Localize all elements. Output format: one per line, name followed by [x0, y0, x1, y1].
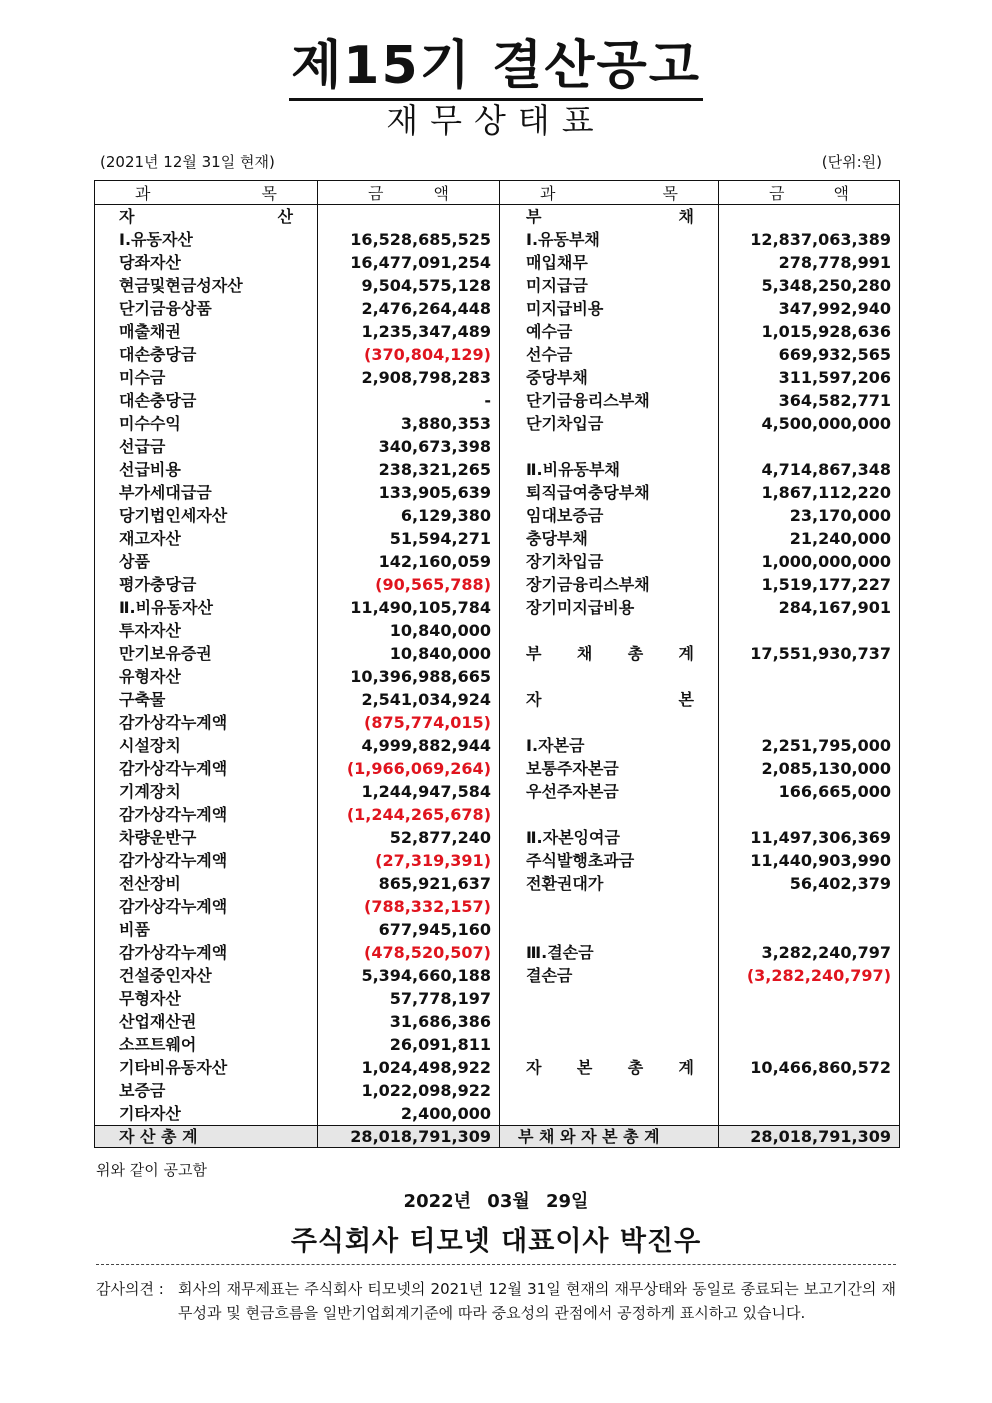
right-amount-cell [719, 1079, 900, 1102]
left-amount-cell: (1,966,069,264) [318, 757, 500, 780]
header-account-right: 과 목 [500, 181, 719, 205]
left-amount-cell: 4,999,882,944 [318, 734, 500, 757]
left-amount-cell: 865,921,637 [318, 872, 500, 895]
table-row [95, 1079, 900, 1102]
right-amount-cell [719, 665, 900, 688]
table-row [95, 826, 900, 849]
left-amount-cell: (90,565,788) [318, 573, 500, 596]
right-amount-cell: 3,282,240,797 [719, 941, 900, 964]
right-amount-cell [719, 803, 900, 826]
right-account-cell [500, 918, 719, 941]
left-account-cell [95, 205, 318, 229]
table-row [95, 343, 900, 366]
left-amount-cell: (27,319,391) [318, 849, 500, 872]
left-account-cell: 기타비유동자산 [95, 1056, 318, 1079]
right-amount-cell: 4,714,867,348 [719, 458, 900, 481]
right-amount-cell: 17,551,930,737 [719, 642, 900, 665]
right-amount-cell [719, 205, 900, 229]
left-amount-cell: 3,880,353 [318, 412, 500, 435]
right-amount-cell: 347,992,940 [719, 297, 900, 320]
table-row [95, 251, 900, 274]
table-row [95, 987, 900, 1010]
right-amount-cell: 5,348,250,280 [719, 274, 900, 297]
table-row [95, 803, 900, 826]
left-account-cell: 산업재산권 [95, 1010, 318, 1033]
left-amount-cell: (478,520,507) [318, 941, 500, 964]
right-account-cell: 중당부채 [500, 366, 719, 389]
left-account-cell: 만기보유증권 [95, 642, 318, 665]
left-account-cell: 평가충당금 [95, 573, 318, 596]
left-amount-cell: 52,877,240 [318, 826, 500, 849]
table-row [95, 918, 900, 941]
left-amount-cell: 2,541,034,924 [318, 688, 500, 711]
right-amount-cell: 12,837,063,389 [719, 228, 900, 251]
table-row [95, 228, 900, 251]
table-row [95, 297, 900, 320]
left-account-cell: 부가세대급금 [95, 481, 318, 504]
right-account-cell: 결손금 [500, 964, 719, 987]
right-account-cell [500, 435, 719, 458]
right-amount-cell: 1,867,112,220 [719, 481, 900, 504]
right-account-cell: 퇴직급여충당부채 [500, 481, 719, 504]
right-amount-cell: (3,282,240,797) [719, 964, 900, 987]
right-account-cell: 단기금융리스부채 [500, 389, 719, 412]
left-amount-cell: 5,394,660,188 [318, 964, 500, 987]
table-row [95, 527, 900, 550]
table-row [95, 895, 900, 918]
right-account-cell: 전환권대가 [500, 872, 719, 895]
left-amount-cell: 1,024,498,922 [318, 1056, 500, 1079]
left-account-cell: 소프트웨어 [95, 1033, 318, 1056]
table-row [95, 1010, 900, 1033]
left-amount-cell: 2,400,000 [318, 1102, 500, 1126]
table-row [95, 1033, 900, 1056]
left-account-cell: 선급비용 [95, 458, 318, 481]
right-amount-cell: 278,778,991 [719, 251, 900, 274]
table-row [95, 757, 900, 780]
left-account-cell: 시설장치 [95, 734, 318, 757]
table-row [95, 550, 900, 573]
as-of-date: (2021년 12월 31일 현재) [100, 153, 275, 171]
left-account-cell: 대손충당금 [95, 389, 318, 412]
table-body [95, 205, 900, 1126]
right-amount-cell [719, 711, 900, 734]
left-amount-cell: 31,686,386 [318, 1010, 500, 1033]
unit-label: (단위:원) [821, 153, 882, 171]
right-account-cell: 주식발행초과금 [500, 849, 719, 872]
table-row [95, 320, 900, 343]
left-amount-cell: 11,490,105,784 [318, 596, 500, 619]
left-account-cell: 차량운반구 [95, 826, 318, 849]
left-amount-cell: 1,235,347,489 [318, 320, 500, 343]
signer-name: 주식회사 티모넷 대표이사 박진우 [290, 1226, 702, 1257]
left-account-cell: 단기금융상품 [95, 297, 318, 320]
right-amount-cell: 11,497,306,369 [719, 826, 900, 849]
left-account-cell: 구축물 [95, 688, 318, 711]
balance-sheet-table [94, 180, 900, 1148]
left-amount-cell: 57,778,197 [318, 987, 500, 1010]
table-row [95, 964, 900, 987]
right-amount-cell [719, 987, 900, 1010]
right-amount-cell: 1,000,000,000 [719, 550, 900, 573]
left-amount-cell: 10,840,000 [318, 619, 500, 642]
header-amount-left: 금 액 [318, 181, 500, 205]
left-account-cell: 감가상각누계액 [95, 711, 318, 734]
right-account-cell: Ⅰ.자본금 [500, 734, 719, 757]
left-amount-cell [318, 205, 500, 229]
right-account-cell [500, 619, 719, 642]
right-account-cell [500, 711, 719, 734]
page-title [0, 36, 992, 101]
left-amount-cell: 6,129,380 [318, 504, 500, 527]
left-account-cell: 매출채권 [95, 320, 318, 343]
right-account-cell: Ⅲ.결손금 [500, 941, 719, 964]
right-account-cell: 예수금 [500, 320, 719, 343]
table-row [95, 1056, 900, 1079]
left-amount-cell: 340,673,398 [318, 435, 500, 458]
section-label: 부 채 [526, 207, 694, 226]
left-amount-cell: 133,905,639 [318, 481, 500, 504]
header-account-left: 과 목 [95, 181, 318, 205]
right-account-cell [500, 1056, 719, 1079]
table-row [95, 573, 900, 596]
table-row [95, 780, 900, 803]
total-assets-label-text: 자 산 총 계 [119, 1127, 198, 1146]
right-amount-cell [719, 918, 900, 941]
table-row [95, 412, 900, 435]
left-amount-cell: 26,091,811 [318, 1033, 500, 1056]
audit-opinion [96, 1277, 896, 1325]
right-account-cell: 장기미지급비용 [500, 596, 719, 619]
right-amount-cell: 284,167,901 [719, 596, 900, 619]
left-amount-cell: 9,504,575,128 [318, 274, 500, 297]
right-amount-cell: 56,402,379 [719, 872, 900, 895]
totals-row [95, 1126, 900, 1148]
left-amount-cell: 16,528,685,525 [318, 228, 500, 251]
table-row [95, 619, 900, 642]
right-account-cell: 장기금융리스부채 [500, 573, 719, 596]
right-account-cell: Ⅱ.비유동부채 [500, 458, 719, 481]
left-account-cell: 상품 [95, 550, 318, 573]
left-account-cell: 비품 [95, 918, 318, 941]
right-account-cell: 보통주자본금 [500, 757, 719, 780]
table-row [95, 734, 900, 757]
right-account-cell [500, 688, 719, 711]
table-row [95, 596, 900, 619]
left-amount-cell: 51,594,271 [318, 527, 500, 550]
right-account-cell: Ⅰ.유동부채 [500, 228, 719, 251]
left-account-cell: 감가상각누계액 [95, 849, 318, 872]
right-account-cell: 미지급금 [500, 274, 719, 297]
left-account-cell: 기계장치 [95, 780, 318, 803]
left-amount-cell: 10,396,988,665 [318, 665, 500, 688]
table-row [95, 504, 900, 527]
table-row [95, 688, 900, 711]
section-label: 자 산 [119, 207, 293, 226]
table-row [95, 274, 900, 297]
table-row [95, 711, 900, 734]
right-account-cell: 우선주자본금 [500, 780, 719, 803]
right-amount-cell [719, 1033, 900, 1056]
table-row [95, 642, 900, 665]
left-amount-cell: (788,332,157) [318, 895, 500, 918]
left-account-cell: 감가상각누계액 [95, 803, 318, 826]
left-account-cell: 기타자산 [95, 1102, 318, 1126]
right-account-cell [500, 987, 719, 1010]
announcement-date: 2022년 03월 29일 [403, 1191, 589, 1212]
statement-subtitle: 재무상태표 [386, 101, 606, 140]
table-row [95, 665, 900, 688]
right-amount-cell: 4,500,000,000 [719, 412, 900, 435]
audit-opinion-label: 감사의견 : [96, 1280, 164, 1298]
right-account-cell: 미지급비용 [500, 297, 719, 320]
left-amount-cell: 1,022,098,922 [318, 1079, 500, 1102]
section-label: 부 채 총 계 [526, 644, 694, 663]
left-amount-cell: 142,160,059 [318, 550, 500, 573]
right-amount-cell [719, 1010, 900, 1033]
right-amount-cell: 2,085,130,000 [719, 757, 900, 780]
title-text: 제15기 결산공고 [289, 36, 703, 101]
left-account-cell: 보증금 [95, 1079, 318, 1102]
left-account-cell: Ⅱ.비유동자산 [95, 596, 318, 619]
left-account-cell: 당좌자산 [95, 251, 318, 274]
right-amount-cell: 311,597,206 [719, 366, 900, 389]
left-account-cell: 감가상각누계액 [95, 757, 318, 780]
right-account-cell: 단기차입금 [500, 412, 719, 435]
right-account-cell: 장기차입금 [500, 550, 719, 573]
left-amount-cell: 10,840,000 [318, 642, 500, 665]
table-row [95, 941, 900, 964]
total-assets-value: 28,018,791,309 [318, 1126, 500, 1148]
right-amount-cell: 669,932,565 [719, 343, 900, 366]
right-account-cell: 선수금 [500, 343, 719, 366]
right-account-cell: Ⅱ.자본잉여금 [500, 826, 719, 849]
header-amount-right: 금 액 [719, 181, 900, 205]
left-account-cell: 당기법인세자산 [95, 504, 318, 527]
left-account-cell: 선급금 [95, 435, 318, 458]
right-amount-cell [719, 619, 900, 642]
total-liab-equity-value: 28,018,791,309 [719, 1126, 900, 1148]
left-amount-cell: (370,804,129) [318, 343, 500, 366]
right-amount-cell: 1,015,928,636 [719, 320, 900, 343]
table-row [95, 849, 900, 872]
table-row [95, 366, 900, 389]
divider [96, 1264, 896, 1265]
left-amount-cell: 2,908,798,283 [318, 366, 500, 389]
left-account-cell: 미수수익 [95, 412, 318, 435]
right-amount-cell [719, 895, 900, 918]
table-row [95, 205, 900, 229]
audit-opinion-text: 회사의 재무제표는 주식회사 티모넷의 2021년 12월 31일 현재의 재무상태와 동일로 종료되는 보고기간의 재무성과 및 현금흐름을 일반기업회계기준에 따라 중요성의 관점에서 공정하게 표시하고 있습니다. [178, 1280, 896, 1322]
right-account-cell [500, 642, 719, 665]
right-account-cell: 임대보증금 [500, 504, 719, 527]
left-amount-cell: 677,945,160 [318, 918, 500, 941]
left-amount-cell: 2,476,264,448 [318, 297, 500, 320]
left-account-cell: 대손충당금 [95, 343, 318, 366]
left-account-cell: 무형자산 [95, 987, 318, 1010]
right-amount-cell [719, 1102, 900, 1126]
section-label: 자 본 총 계 [526, 1058, 694, 1077]
right-amount-cell: 364,582,771 [719, 389, 900, 412]
left-amount-cell: 1,244,947,584 [318, 780, 500, 803]
left-account-cell: Ⅰ.유동자산 [95, 228, 318, 251]
right-account-cell [500, 1010, 719, 1033]
table-row [95, 458, 900, 481]
right-account-cell: 충당부채 [500, 527, 719, 550]
left-account-cell: 건설중인자산 [95, 964, 318, 987]
left-amount-cell: (1,244,265,678) [318, 803, 500, 826]
left-account-cell: 재고자산 [95, 527, 318, 550]
left-amount-cell: (875,774,015) [318, 711, 500, 734]
total-assets-label [95, 1126, 318, 1148]
section-label: 자 본 [526, 690, 694, 709]
left-account-cell: 감가상각누계액 [95, 895, 318, 918]
right-account-cell [500, 803, 719, 826]
left-amount-cell: 238,321,265 [318, 458, 500, 481]
right-amount-cell: 1,519,177,227 [719, 573, 900, 596]
table-row [95, 872, 900, 895]
right-account-cell [500, 665, 719, 688]
table-row [95, 389, 900, 412]
right-account-cell [500, 1079, 719, 1102]
notice-text: 위와 같이 공고함 [96, 1161, 207, 1179]
right-account-cell [500, 1102, 719, 1126]
right-amount-cell: 10,466,860,572 [719, 1056, 900, 1079]
right-account-cell [500, 205, 719, 229]
right-amount-cell: 21,240,000 [719, 527, 900, 550]
left-account-cell: 미수금 [95, 366, 318, 389]
left-account-cell: 전산장비 [95, 872, 318, 895]
right-amount-cell: 23,170,000 [719, 504, 900, 527]
total-liab-equity-label: 부 채 와 자 본 총 계 [500, 1126, 719, 1148]
right-account-cell: 매입채무 [500, 251, 719, 274]
table-row [95, 1102, 900, 1126]
table-row [95, 481, 900, 504]
left-account-cell: 감가상각누계액 [95, 941, 318, 964]
left-account-cell: 유형자산 [95, 665, 318, 688]
right-amount-cell: 11,440,903,990 [719, 849, 900, 872]
right-account-cell [500, 895, 719, 918]
table-header [95, 181, 900, 205]
right-amount-cell [719, 688, 900, 711]
table-row [95, 435, 900, 458]
right-account-cell [500, 1033, 719, 1056]
right-amount-cell [719, 435, 900, 458]
left-account-cell: 현금및현금성자산 [95, 274, 318, 297]
right-amount-cell: 166,665,000 [719, 780, 900, 803]
left-amount-cell: 16,477,091,254 [318, 251, 500, 274]
right-amount-cell: 2,251,795,000 [719, 734, 900, 757]
left-amount-cell: - [318, 389, 500, 412]
left-account-cell: 투자자산 [95, 619, 318, 642]
